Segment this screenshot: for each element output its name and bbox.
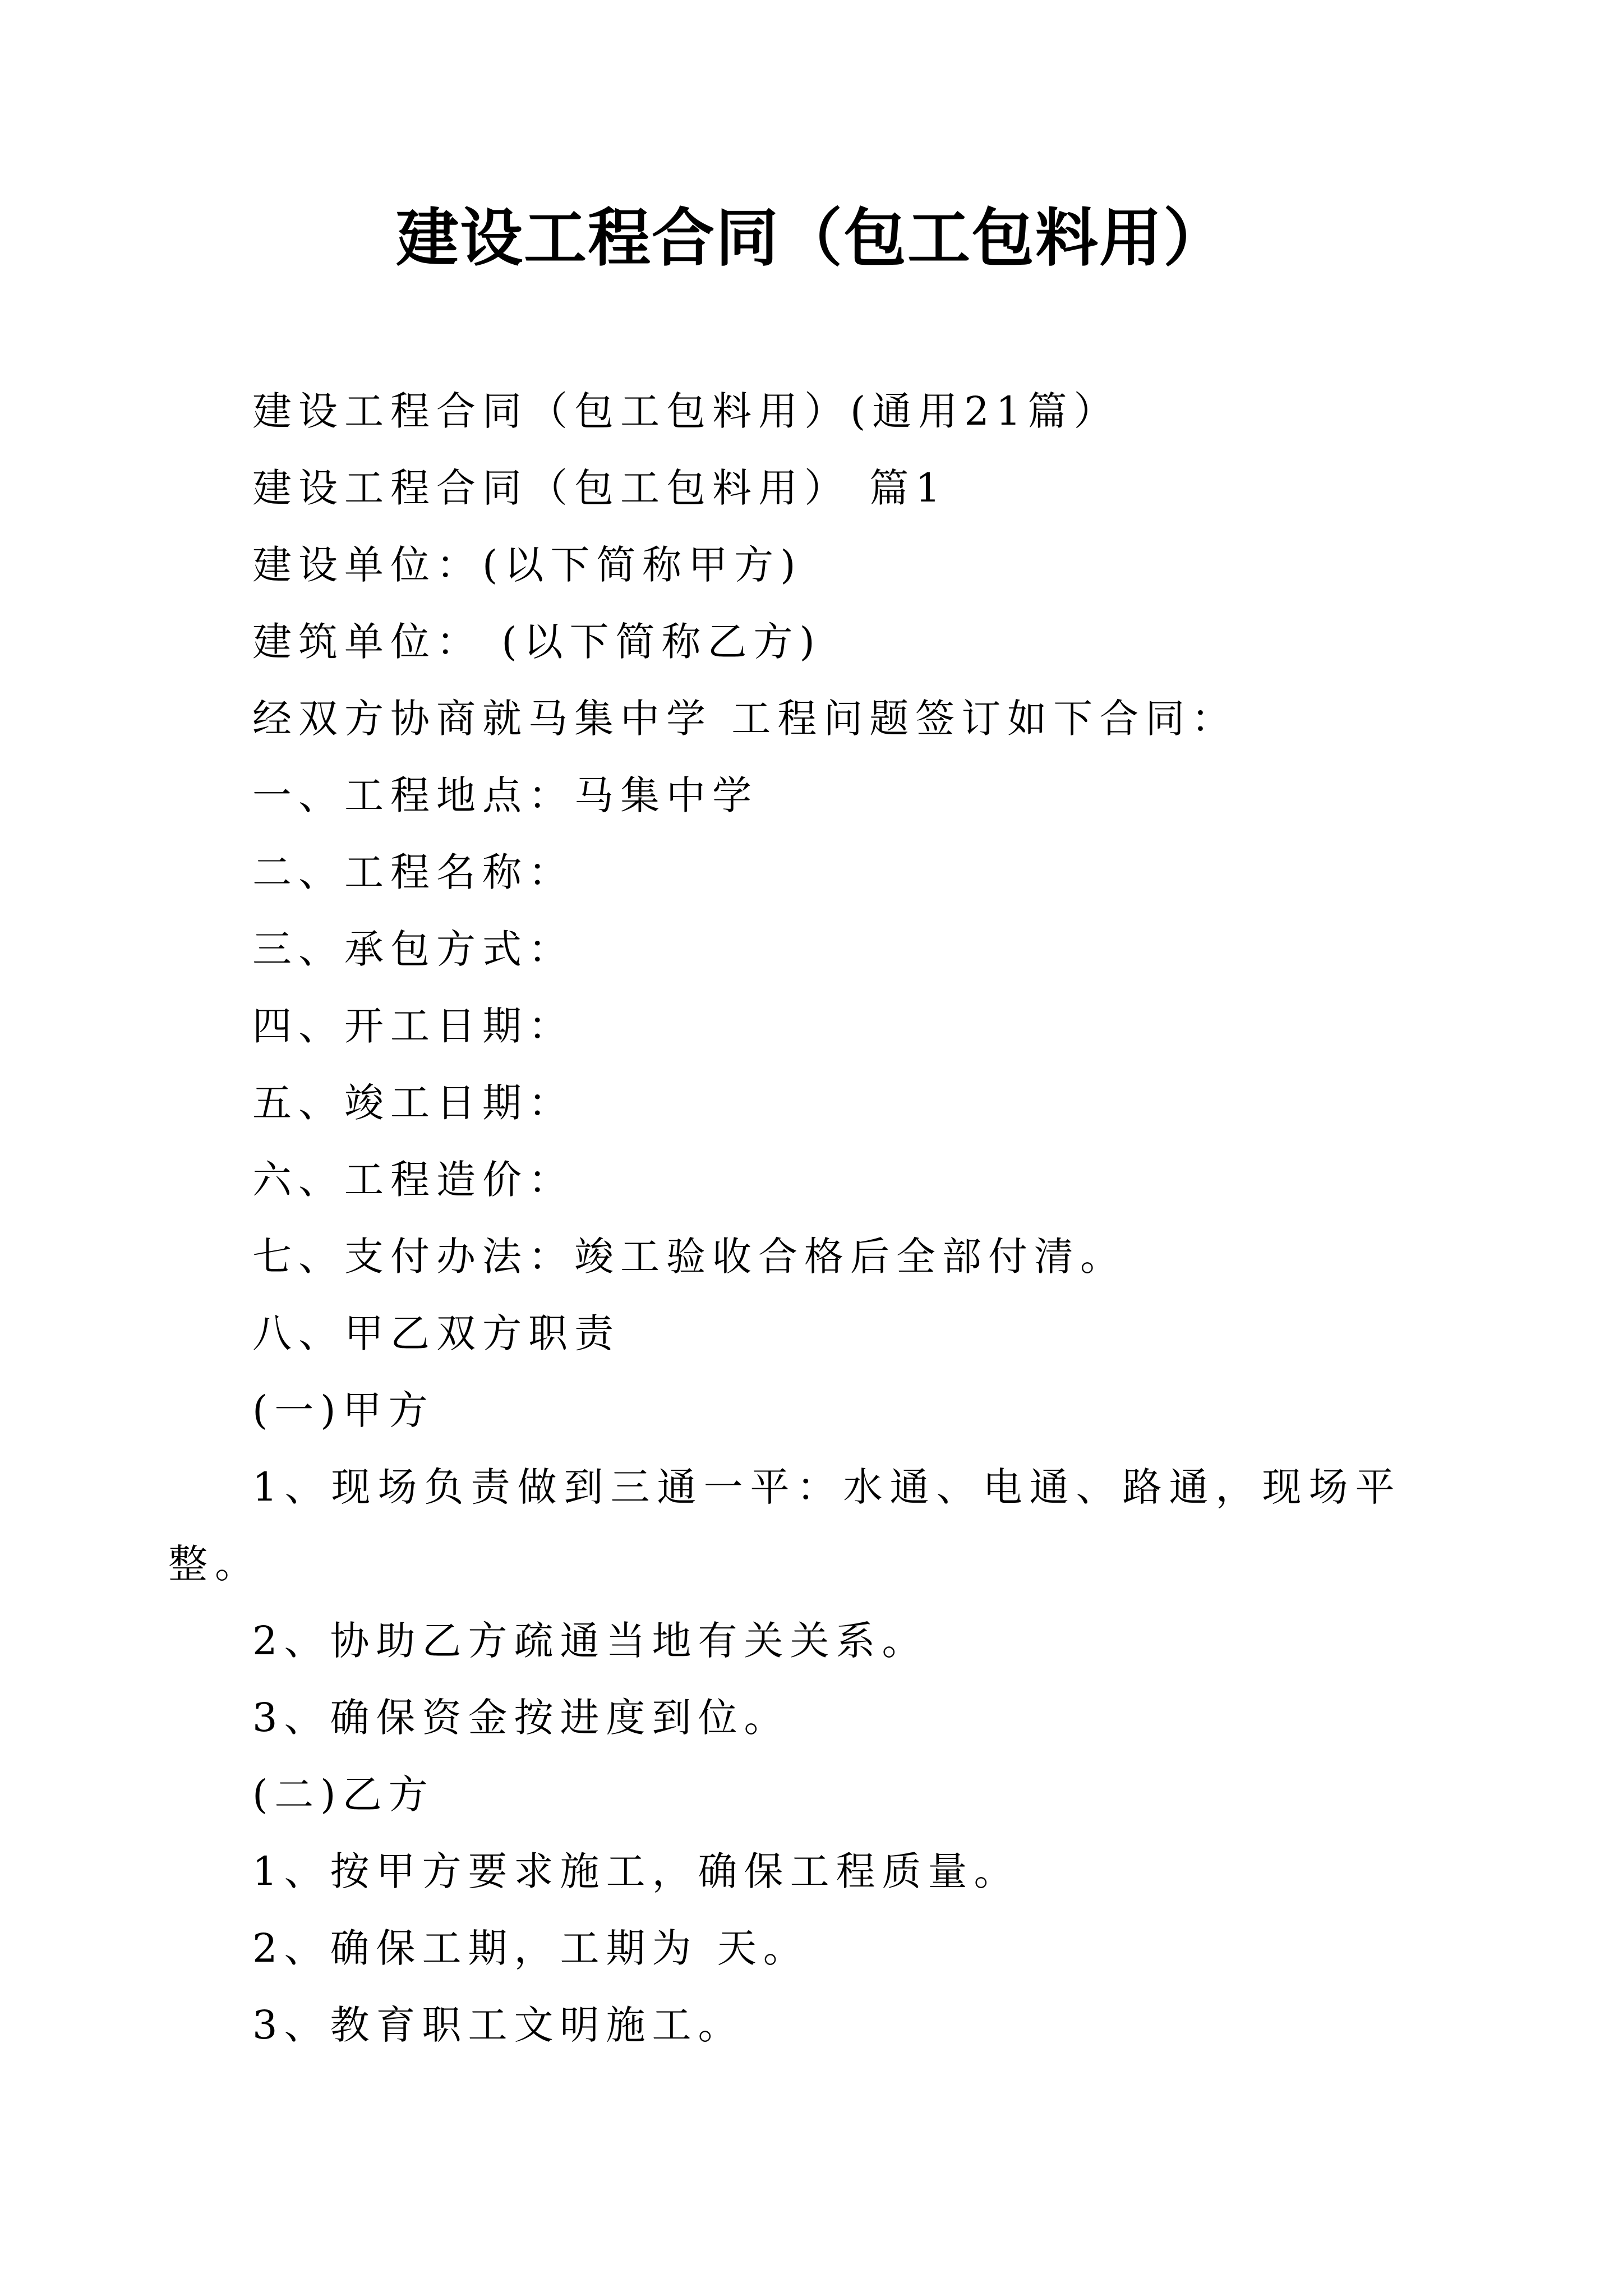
paragraph-completion-date: 五、竣工日期： — [252, 1080, 574, 1126]
paragraph-party-a-item-3: 3、确保资金按进度到位。 — [252, 1695, 790, 1741]
paragraph-party-a-item-1: 1、现场负责做到三通一平：水通、电通、路通，现场平整。 — [168, 1464, 1402, 1587]
paragraph-party-b-item-3: 3、教育职工文明施工。 — [252, 2002, 744, 2048]
paragraph-payment-method: 七、支付办法：竣工验收合格后全部付清。 — [252, 1234, 1126, 1280]
document-title: 建设工程合同（包工包料用） — [396, 201, 1227, 275]
paragraph-party-b-section: (二)乙方 — [252, 1772, 435, 1818]
paragraph-contract-method: 三、承包方式： — [252, 926, 574, 972]
paragraph-party-b-item-2: 2、确保工期，工期为 天。 — [252, 1925, 809, 1971]
paragraph-intro: 经双方协商就马集中学 工程问题签订如下合同： — [252, 696, 1238, 742]
paragraph-party-b: 建筑单位： (以下简称乙方) — [252, 619, 822, 665]
paragraph-project-name: 二、工程名称： — [252, 849, 574, 895]
paragraph-responsibilities: 八、甲乙双方职责 — [252, 1310, 620, 1356]
paragraph-start-date: 四、开工日期： — [252, 1003, 574, 1049]
paragraph-party-b-item-1: 1、按甲方要求施工，确保工程质量。 — [252, 1848, 1020, 1894]
paragraph-party-a: 建设单位：(以下简称甲方) — [252, 542, 803, 588]
paragraph-party-a-item-2: 2、协助乙方疏通当地有关关系。 — [252, 1618, 928, 1664]
paragraph-heading: 建设工程合同（包工包料用）(通用21篇） — [252, 388, 1120, 434]
paragraph-project-cost: 六、工程造价： — [252, 1157, 574, 1203]
paragraph-location: 一、工程地点：马集中学 — [252, 772, 758, 818]
paragraph-party-a-section: (一)甲方 — [252, 1387, 435, 1433]
paragraph-subheading: 建设工程合同（包工包料用） 篇1 — [252, 465, 947, 511]
